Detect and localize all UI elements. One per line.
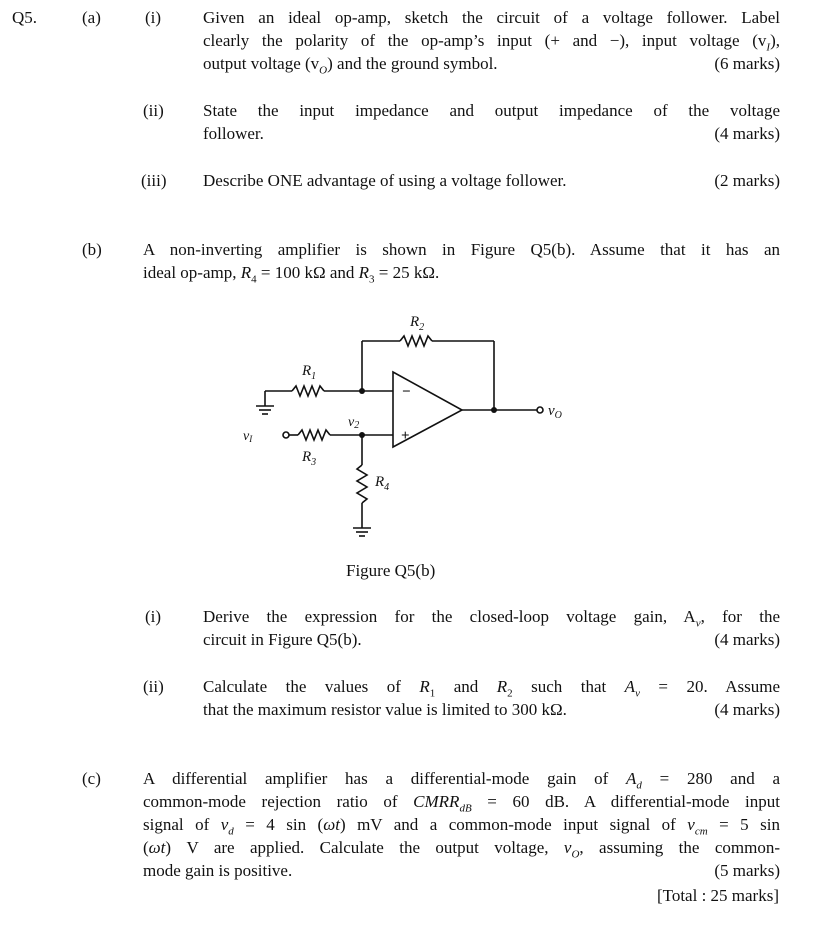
marks-label: (2 marks) (714, 171, 780, 190)
text-line: mode gain is positive. (5 marks) (143, 861, 780, 880)
resistor-r2 (400, 336, 432, 346)
junction-dot (359, 432, 365, 438)
label-vi: vI (243, 429, 253, 444)
marks-label: (4 marks) (714, 124, 780, 143)
input-terminal (283, 432, 289, 438)
junction-dot (491, 407, 497, 413)
text-line: (ωt) V are applied. Calculate the output voltage, $v_O$, assuming the common- (143, 838, 780, 861)
resistor-r4 (357, 465, 367, 503)
resistor-r3 (298, 430, 330, 440)
part-c-text (143, 767, 780, 882)
marks-label: (4 marks) (714, 630, 780, 649)
text-line: that the maximum resistor value is limited to 300 kΩ. (4 marks) (203, 700, 780, 719)
part-b-ii-label: (ii) (143, 677, 164, 696)
label-v2: v2 (348, 415, 360, 431)
part-b-label: (b) (82, 240, 102, 259)
label-r2: $R_2$ (410, 314, 425, 333)
part-a-label: (a) (82, 8, 101, 27)
text-line: A non-inverting amplifier is shown in Figure Q5(b). Assume that it has an (143, 240, 780, 259)
text-line: common-mode rejection ratio of $CMRR_{dB} = 60$ dB. A differential-mode input (143, 792, 780, 815)
marks-label: (4 marks) (714, 700, 780, 719)
part-a-iii-label: (iii) (141, 171, 167, 190)
text-line: follower. (4 marks) (203, 124, 780, 143)
text-line: Describe ONE advantage of using a voltage follower. (2 marks) (203, 171, 780, 190)
resistor-r1 (292, 386, 324, 396)
text-line: Derive the expression for the closed-loop voltage gain, $A_v$, for the (203, 607, 780, 630)
part-b-i-text (203, 605, 780, 651)
text-line: A differential amplifier has a differential-mode gain of $A_d = 280$ and a (143, 769, 781, 792)
label-r4: $R_4$ (375, 474, 390, 493)
marks-label: (6 marks) (714, 54, 780, 73)
op-amp-minus: − (402, 384, 411, 400)
part-b-i-label: (i) (145, 607, 162, 626)
part-a-ii-label: (ii) (143, 101, 164, 120)
text-line: output voltage $(v_O)$ and the ground symbol. (6 marks) (203, 54, 780, 77)
text-line: clearly the polarity of the op-amp’s input (+ and −), input voltage $(v_I)$, (203, 31, 780, 54)
part-b-ii-text (203, 675, 780, 721)
text-line: signal of $v_d = 4$ sin (ωt) mV and a common-mode input signal of $v_{cm} = 5$ sin (143, 815, 780, 838)
figure-caption: Figure Q5(b) (346, 561, 436, 580)
text-line: State the input impedance and output impedance of the voltage (203, 101, 780, 120)
text-line: Calculate the values of $R_1$ and $R_2$ such that $A_v = 20$. Assume (203, 677, 781, 700)
label-r1: $R_1$ (302, 363, 317, 382)
part-a-i-label: (i) (145, 8, 162, 27)
total-marks: [Total : 25 marks] (656, 886, 779, 905)
text-line: circuit in Figure Q5(b). (4 marks) (203, 630, 780, 649)
junction-dot (359, 388, 365, 394)
op-amp-plus: + (401, 428, 410, 444)
part-c-label: (c) (82, 769, 101, 788)
output-terminal (537, 407, 543, 413)
text-line: ideal op-amp, $R_4 = 100$ kΩ and $R_3 = 25$ kΩ. (143, 263, 440, 286)
label-r3: $R_3$ (302, 449, 317, 468)
label-vo: $v_O$ (548, 403, 562, 421)
text-line: Given an ideal op-amp, sketch the circuit of a voltage follower. Label (203, 8, 780, 27)
marks-label: (5 marks) (714, 861, 780, 880)
question-number: Q5. (12, 8, 38, 27)
